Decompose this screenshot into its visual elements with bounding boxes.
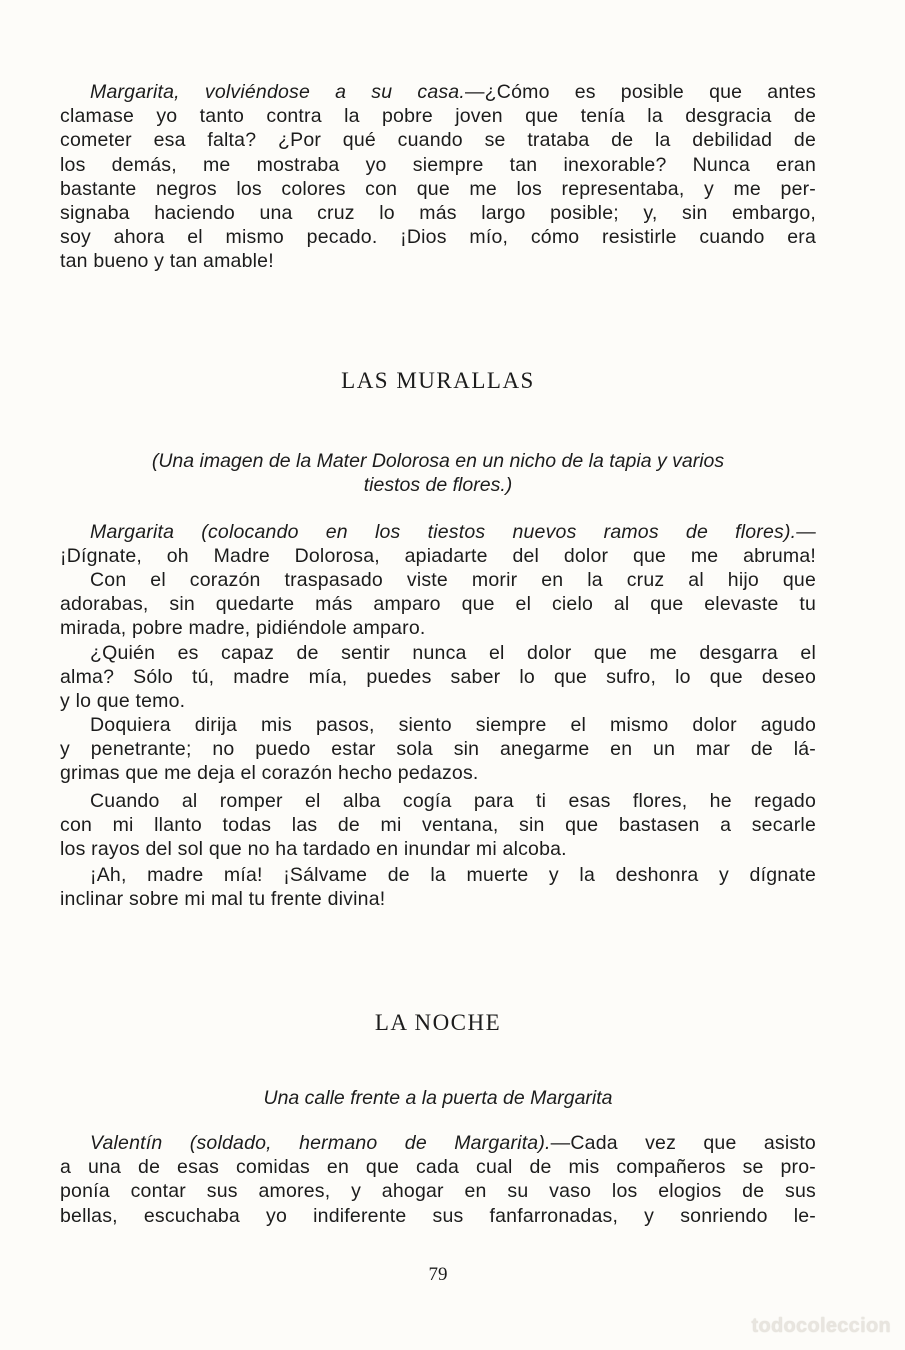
speaker-direction: Valentín (soldado, hermano de Margarita). [90, 1132, 551, 1154]
text-line: signaba haciendo una cruz lo más largo posible; y, sin embargo, [60, 202, 816, 225]
text-line: Cuando al romper el alba cogía para ti esas flores, he regado [90, 790, 816, 812]
stage-direction: Una calle frente a la puerta de Margarita [263, 1087, 613, 1109]
text-line: clamase yo tanto contra la pobre joven que tenía la desgracia de [60, 105, 816, 128]
text-line: cometer esa falta? ¿Por qué cuando se trataba de la debilidad de [60, 129, 816, 152]
text-line: adorabas, sin quedarte más amparo que el cielo al que elevaste tu [60, 593, 816, 616]
paragraph [60, 641, 816, 714]
text-line: a una de esas comidas en que cada cual de mis compañeros se pro- [60, 1156, 816, 1179]
stage-direction-line: (Una imagen de la Mater Dolorosa en un nicho de la tapia y varios [151, 450, 725, 472]
text-line: alma? Sólo tú, madre mía, puedes saber lo que sufro, lo que deseo [60, 666, 816, 689]
text-line [60, 520, 816, 544]
paragraph [60, 789, 816, 862]
text-line: soy ahora el mismo pecado. ¡Dios mío, cómo resistirle cuando era [60, 226, 816, 249]
dash: — [796, 521, 816, 543]
paragraph-margarita-colocando [60, 520, 816, 568]
speaker-direction: Margarita (colocando en los tiestos nuevos ramos de flores). [90, 521, 797, 543]
text-line: tan bueno y tan amable! [60, 250, 274, 273]
text-line: los demás, me mostraba yo siempre tan inexorable? Nunca eran [60, 153, 816, 176]
stage-direction [60, 449, 816, 497]
section-heading-la-noche: LA NOCHE [374, 1010, 502, 1035]
text-line: ponía contar sus amores, y ahogar en su vaso los elogios de sus [60, 1180, 816, 1203]
paragraph [60, 568, 816, 641]
book-page [60, 0, 816, 1350]
stage-direction-line: tiestos de flores.) [363, 474, 513, 497]
text-line: y penetrante; no puedo estar sola sin anegarme en un mar de lá- [60, 738, 816, 761]
text-line: ¿Quién es capaz de sentir nunca el dolor que me desgarra el [90, 642, 816, 664]
text-line: inclinar sobre mi mal tu frente divina! [60, 888, 386, 911]
text-line: y lo que temo. [60, 690, 186, 713]
text-line: mirada, pobre madre, pidiéndole amparo. [60, 617, 426, 640]
text-line: ¡Ah, madre mía! ¡Sálvame de la muerte y la deshonra y dígnate [90, 864, 816, 886]
text-line: grimas que me deja el corazón hecho pedazos. [60, 762, 479, 785]
paragraph-margarita-volviendose [60, 80, 816, 274]
page-number: 79 [428, 1264, 448, 1285]
text-line: con mi llanto todas las de mi ventana, sin que bastasen a secarle [60, 814, 816, 837]
text-line: Doquiera dirija mis pasos, siento siempre el mismo dolor agudo [90, 714, 816, 736]
text-line: Con el corazón traspasado viste morir en la cruz al hijo que [90, 569, 816, 591]
text-line [60, 1131, 816, 1155]
speech-text: —¿Cómo es posible que antes [464, 81, 816, 103]
text-line: los rayos del sol que no ha tardado en inundar mi alcoba. [60, 838, 567, 861]
paragraph [60, 863, 816, 911]
text-line [60, 80, 816, 104]
paragraph [60, 713, 816, 786]
paragraph-valentin [60, 1131, 816, 1228]
text-line: ¡Dígnate, oh Madre Dolorosa, apiadarte del dolor que me abruma! [60, 545, 816, 568]
speaker-direction: Margarita, volviéndose a su casa. [90, 81, 465, 103]
watermark-logo: todocoleccion [751, 1315, 891, 1337]
text-line: bastante negros los colores con que me los representaba, y me per- [60, 177, 816, 200]
speech-text: —Cada vez que asisto [550, 1132, 816, 1154]
text-line: bellas, escuchaba yo indiferente sus fanfarronadas, y sonriendo le- [60, 1204, 816, 1227]
section-heading-las-murallas: LAS MURALLAS [341, 368, 535, 393]
